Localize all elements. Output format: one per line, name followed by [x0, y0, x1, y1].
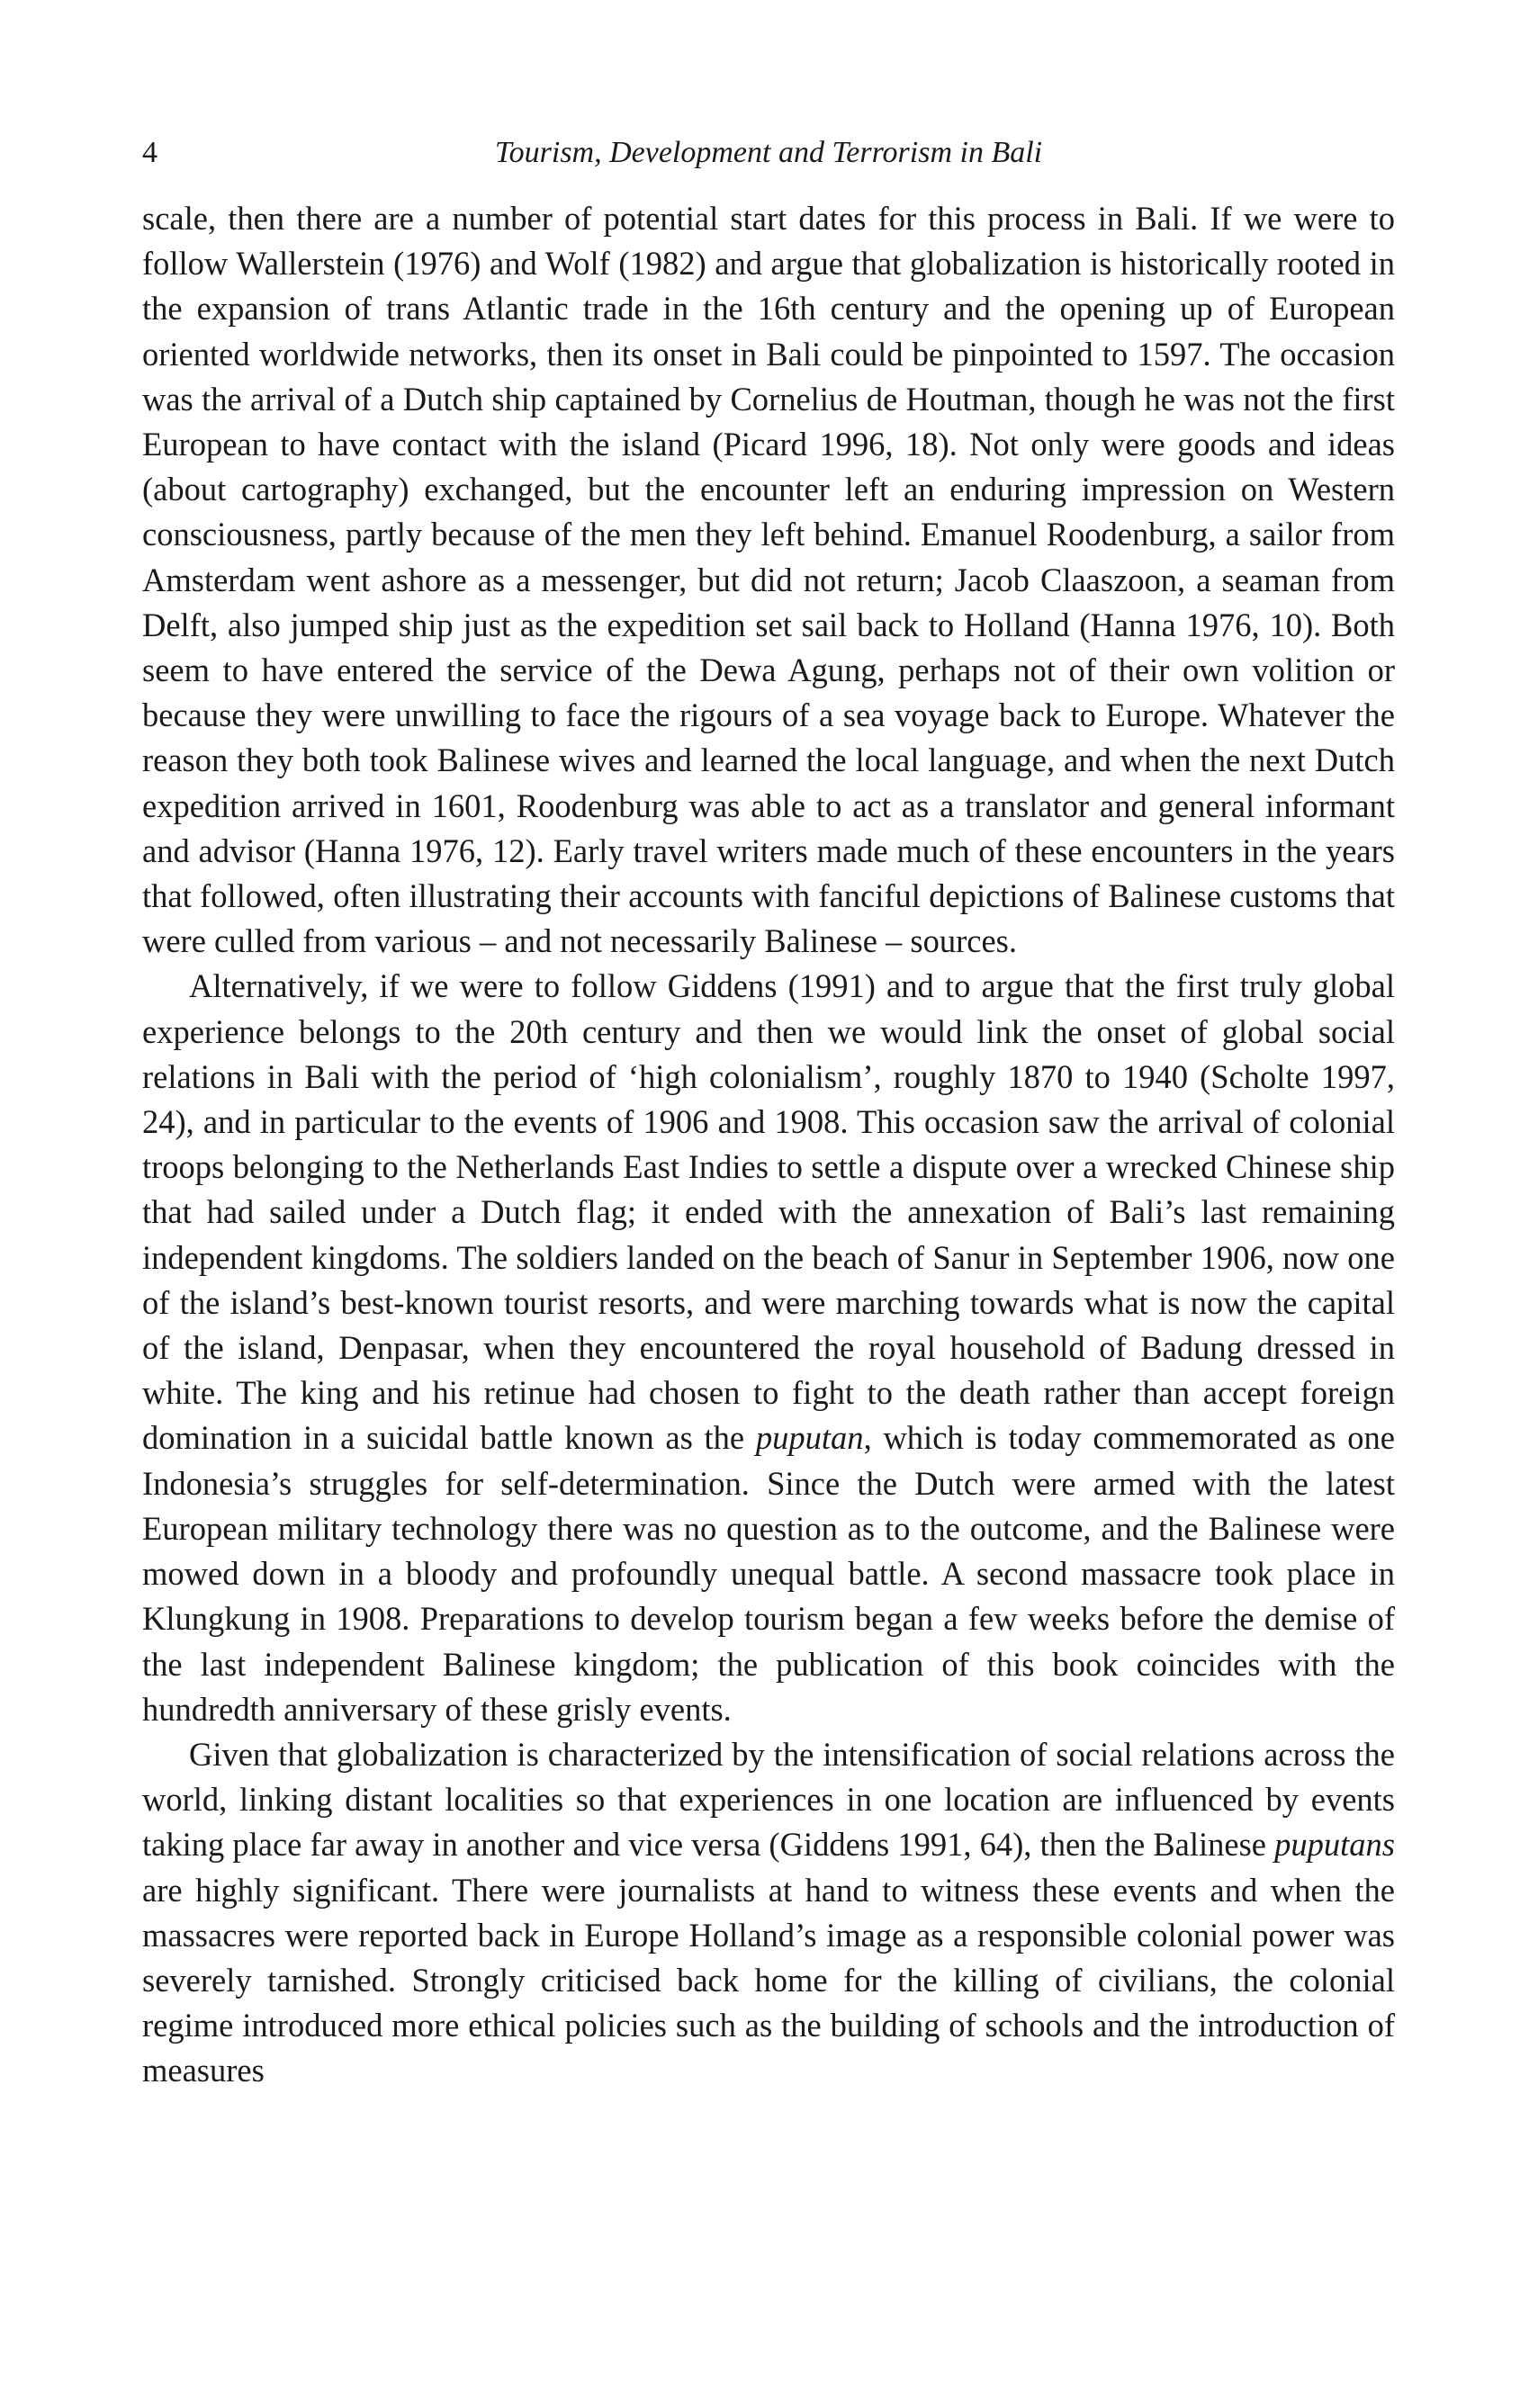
italic-term: puputans [1274, 1826, 1395, 1864]
running-title: Tourism, Development and Terrorism in Bali [494, 136, 1043, 169]
paragraph-text: Alternatively, if we were to follow Giddens (1991) and to argue that the first truly global experience belongs to the 20th century and then we would link the onset of global social relations in Bali with the period of ‘high colonialism’, roughly 1870 to 1940 (Scholte 1997, 24), and in particular to the events of 1906 and 1908. This occasion saw the arrival of colonial troops belonging to the Netherlands East Indies to settle a dispute over a wrecked Chinese ship that had sailed under a Dutch flag; it ended with the annexation of Bali’s last remaining independent kingdoms. The soldiers landed on the beach of Sanur in September 1906, now one of the island’s best-known tourist resorts, and were marching towards what is now the capital of the island, Denpasar, when they encountered the royal household of Badung dressed in white. The king and his retinue had chosen to fight to the death rather than accept foreign domination in a suicidal battle known as the [142, 967, 1395, 1457]
paragraph [142, 196, 1395, 964]
paragraph [142, 1732, 1395, 2094]
paragraph-text: scale, then there are a number of potential start dates for this process in Bali. If we were to follow Wallerstein (1976) and Wolf (1982) and argue that globalization is historically rooted in the expansion of trans Atlantic trade in the 16th century and the opening up of European oriented worldwide networks, then its onset in Bali could be pinpointed to 1597. The occasion was the arrival of a Dutch ship captained by Cornelius de Houtman, though he was not the first European to have contact with the island (Picard 1996, 18). Not only were goods and ideas (about cartography) exchanged, but the encounter left an enduring impression on Western consciousness, partly because of the men they left behind. Emanuel Roodenburg, a sailor from Amsterdam went ashore as a messenger, but did not return; Jacob Claaszoon, a seaman from Delft, also jumped ship just as the expedition set sail back to Holland (Hanna 1976, 10). Both seem to have entered the service of the Dewa Agung, perhaps not of their own volition or because they were unwilling to face the rigours of a sea voyage back to Europe. Whatever the reason they both took Balinese wives and learned the local language, and when the next Dutch expedition arrived in 1601, Roodenburg was able to act as a translator and general informant and advisor (Hanna 1976, 12). Early travel writers made much of these encounters in the years that followed, often illustrating their accounts with fanciful depictions of Balinese customs that were culled from various – and not necessarily Balinese – sources. [142, 200, 1395, 960]
paragraph [142, 964, 1395, 1731]
body-text [142, 196, 1395, 2094]
running-head [142, 126, 1395, 180]
paragraph-text: are highly significant. There were journalists at hand to witness these events and when the massacres were reported back in Europe Holland’s image as a responsible colonial power was severely tarnished. Strongly criticised back home for the killing of civilians, the colonial regime introduced more ethical policies such as the building of schools and the introduction of measures [142, 1871, 1395, 2089]
paragraph-text: Given that globalization is characterized by the intensification of social relations across the world, linking distant localities so that experiences in one location are influenced by events taking place far away in another and vice versa (Giddens 1991, 64), then the Balinese [142, 1735, 1395, 1864]
italic-term: puputan [755, 1419, 864, 1457]
book-page [142, 126, 1395, 2094]
page-number: 4 [142, 136, 157, 169]
paragraph-text: , which is today commemorated as one Indonesia’s struggles for self-determination. Since the Dutch were armed with the latest European military technology there was no question as to the outcome, and the Balinese were mowed down in a bloody and profoundly unequal battle. A second massacre took place in Klungkung in 1908. Preparations to develop tourism began a few weeks before the demise of the last independent Balinese kingdom; the publication of this book coincides with the hundredth anniversary of these grisly events. [142, 1419, 1396, 1728]
